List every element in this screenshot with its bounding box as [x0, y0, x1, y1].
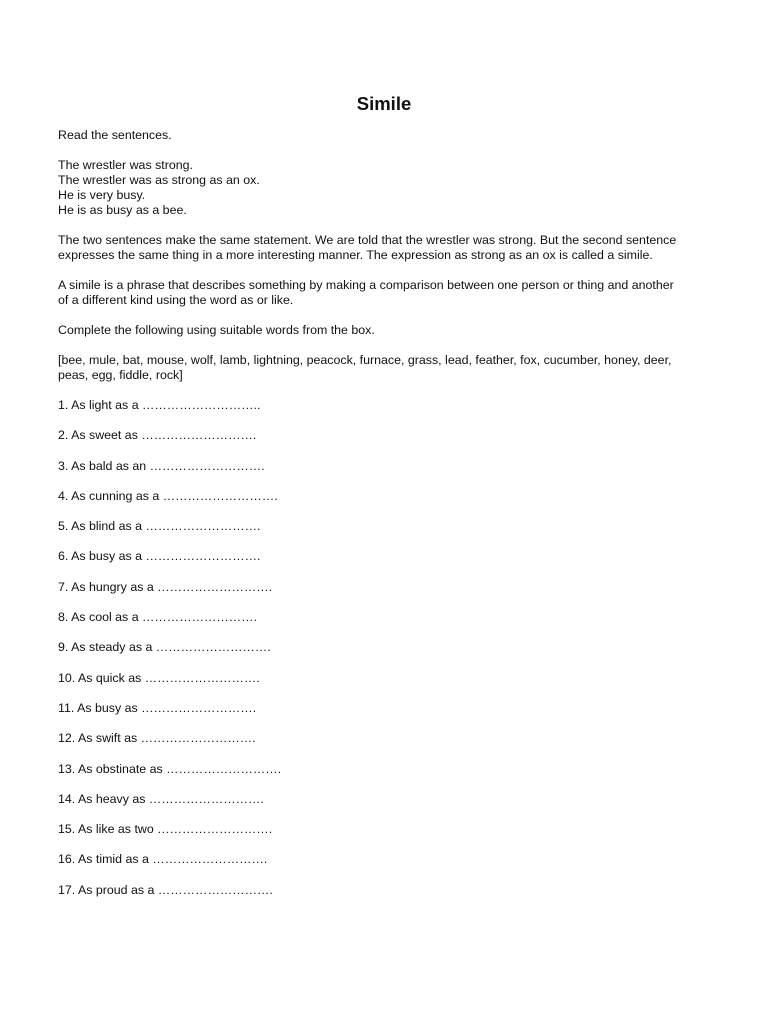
worksheet-page	[58, 92, 710, 913]
definition-line: A simile is a phrase that describes something by making a comparison between one person or thing and another	[58, 278, 674, 292]
exercise-item: 17. As proud as a ……………………….	[58, 882, 273, 897]
exercise-item: 9. As steady as a ……………………….	[58, 640, 271, 655]
exercise-item: 1. As light as a ………………………..	[58, 398, 261, 412]
example-line: The wrestler was as strong as an ox.	[58, 173, 260, 187]
exercise-item: 4. As cunning as a ……………………….	[58, 488, 278, 503]
exercise-item: 16. As timid as a ……………………….	[58, 852, 268, 867]
definition-paragraph	[58, 278, 710, 308]
intro-line: Read the sentences.	[58, 128, 172, 142]
exercise-item: 6. As busy as a ……………………….	[58, 549, 261, 564]
word-box-line: peas, egg, fiddle, rock]	[58, 368, 183, 382]
exercise-item: 12. As swift as ……………………….	[58, 731, 256, 746]
explanation-line: expresses the same thing in a more interesting manner. The expression as strong as an ox is called a simile.	[58, 248, 653, 262]
exercise-item: 2. As sweet as ……………………….	[58, 428, 257, 443]
exercise-item: 8. As cool as a ……………………….	[58, 610, 257, 625]
instruction-line: Complete the following using suitable words from the box.	[58, 323, 375, 337]
exercise-item: 15. As like as two ……………………….	[58, 822, 273, 837]
example-line: He is as busy as a bee.	[58, 203, 187, 217]
example-line: He is very busy.	[58, 188, 146, 202]
exercise-item: 11. As busy as ……………………….	[58, 700, 257, 715]
word-box-line: [bee, mule, bat, mouse, wolf, lamb, lightning, peacock, furnace, grass, lead, feather, fox, cucumber, honey, deer,	[58, 353, 672, 367]
definition-line: of a different kind using the word as or like.	[58, 293, 294, 307]
exercise-item: 13. As obstinate as ……………………….	[58, 761, 282, 776]
exercise-item: 14. As heavy as ……………………….	[58, 791, 264, 806]
example-line: The wrestler was strong.	[58, 158, 193, 172]
instruction-text	[58, 323, 710, 338]
example-sentences	[58, 158, 710, 218]
exercise-item: 5. As blind as a ……………………….	[58, 519, 261, 534]
exercise-item: 7. As hungry as a ……………………….	[58, 579, 273, 594]
explanation-paragraph	[58, 233, 710, 263]
exercise-item: 3. As bald as an ……………………….	[58, 458, 265, 473]
explanation-line: The two sentences make the same statement. We are told that the wrestler was strong. But the second sentence	[58, 233, 677, 247]
page-title: Simile	[356, 93, 412, 114]
word-box	[58, 353, 710, 383]
intro-text	[58, 128, 710, 143]
exercise-item: 10. As quick as ……………………….	[58, 670, 260, 685]
exercise-list	[58, 398, 710, 898]
